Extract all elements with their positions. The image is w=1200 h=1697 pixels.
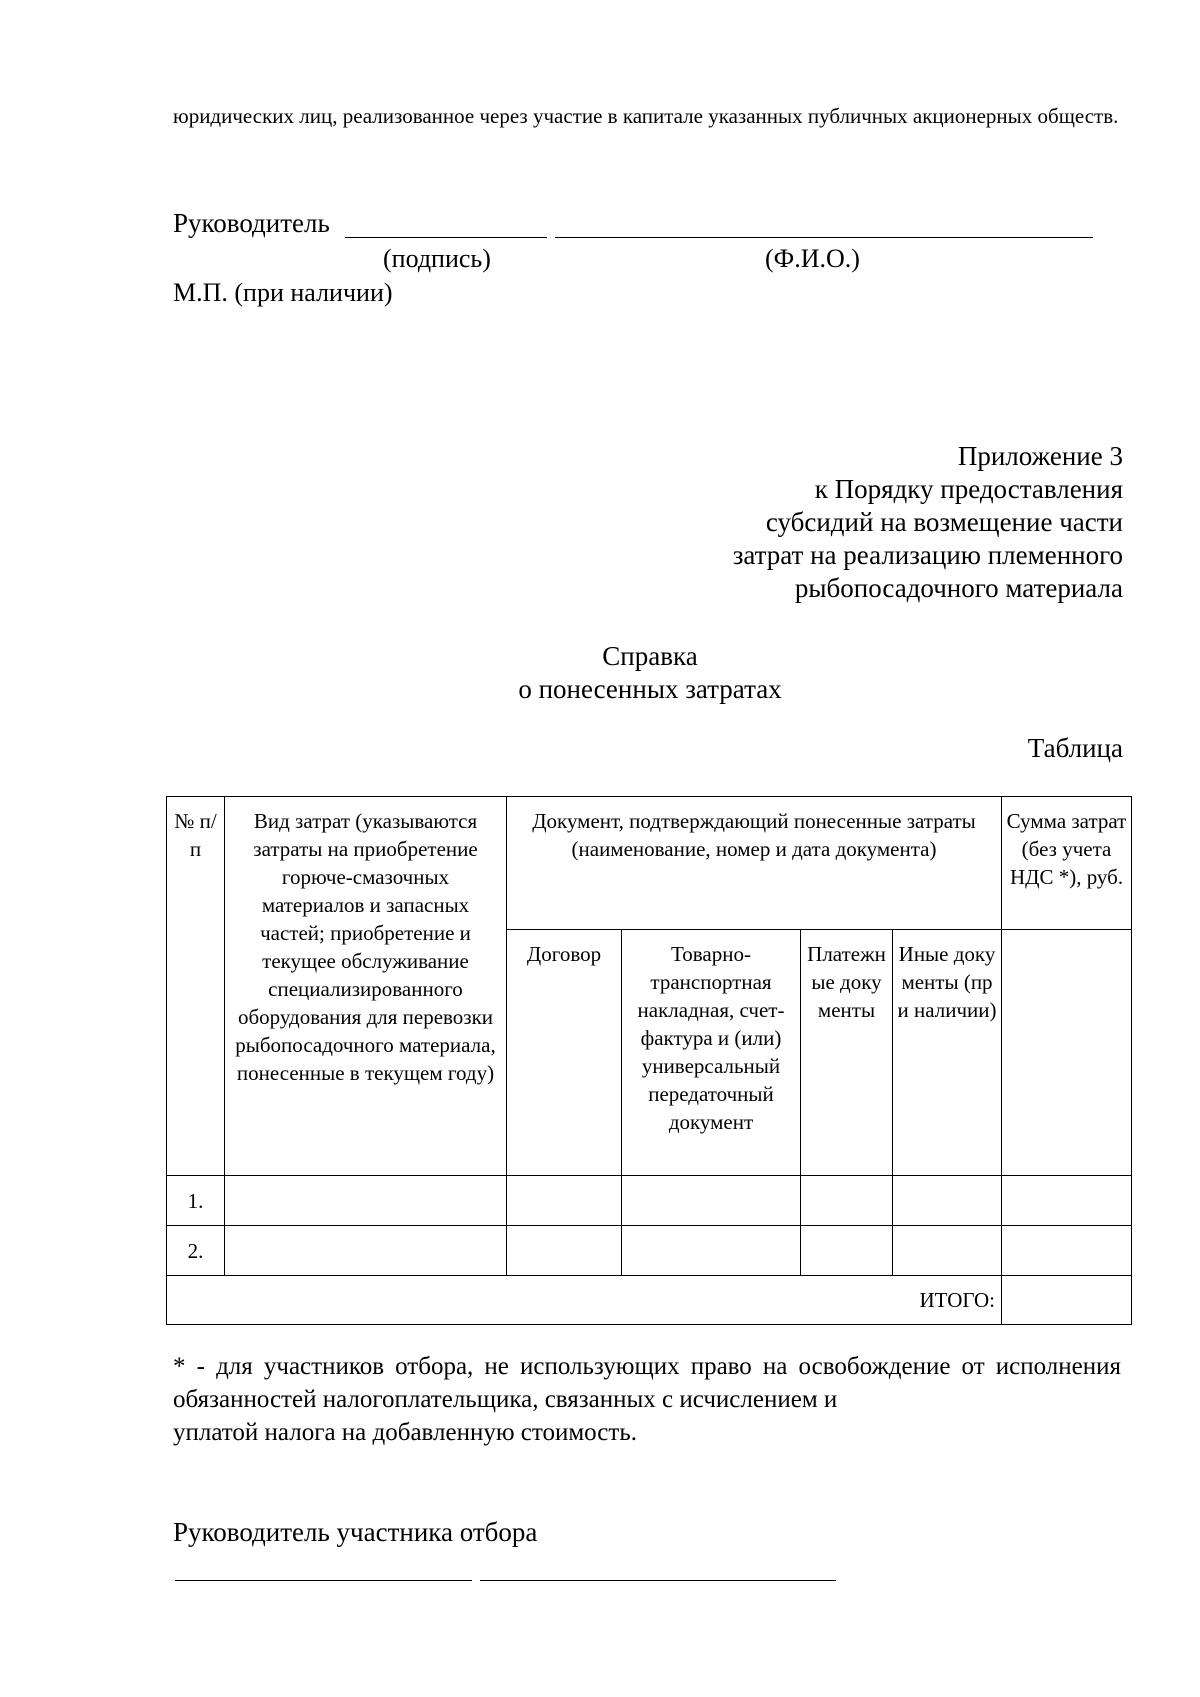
name-line: [555, 215, 1093, 238]
table-row: [167, 1226, 1132, 1276]
participant-name-line: [480, 1560, 836, 1581]
header-number: № п/п: [167, 797, 225, 1176]
appendix-header: [523, 440, 1123, 605]
subheader-amount-empty: [1002, 930, 1132, 1176]
other-docs-cell[interactable]: [893, 1176, 1002, 1226]
participant-signature-line: [175, 1560, 472, 1581]
payment-cell[interactable]: [801, 1176, 893, 1226]
payment-cell[interactable]: [801, 1226, 893, 1276]
header-amount: Сумма затрат (без учета НДС *), руб.: [1002, 797, 1132, 930]
appendix-line: рыбопосадочного материала: [794, 573, 1123, 603]
participant-head-label: Руководитель участника отбора: [173, 1517, 538, 1547]
subheader-payment-documents: Платежные документы: [801, 930, 893, 1176]
signature-caption: (подпись): [383, 244, 491, 273]
stamp-note: М.П. (при наличии): [173, 278, 393, 307]
subheader-contract: Договор: [507, 930, 622, 1176]
waybill-cell[interactable]: [622, 1226, 801, 1276]
row-number: 2.: [167, 1226, 225, 1276]
costs-table: [166, 796, 1132, 1325]
document-title: Справка: [602, 641, 698, 671]
header-cost-type: Вид затрат (указываются затраты на приобретение горюче-смазочных материалов и запасных частей; приобретение и текущее обслуживание специализированного оборудования для перевозки рыбопосадочного материала, понесенные в текущем году): [225, 797, 507, 1176]
table-label: Таблица: [1027, 733, 1123, 763]
appendix-line: к Порядку предоставления: [814, 474, 1123, 504]
document-subtitle: о понесенных затратах: [518, 674, 782, 704]
signature-label: Руководитель: [173, 208, 330, 238]
appendix-line: субсидий на возмещение части: [765, 507, 1123, 537]
appendix-line: затрат на реализацию племенного: [732, 540, 1123, 570]
name-caption: (Ф.И.О.): [765, 244, 860, 273]
subheader-waybill: Товарно-транспортная накладная, счет-фактура и (или) универсальный передаточный документ: [622, 930, 801, 1176]
appendix-line: Приложение 3: [957, 441, 1123, 471]
footnote-line: уплатой налога на добавленную стоимость.: [173, 1419, 637, 1446]
continuation-paragraph: юридических лиц, реализованное через участие в капитале указанных публичных акционерных обществ.: [173, 104, 1119, 128]
amount-cell[interactable]: [1002, 1176, 1132, 1226]
total-amount-cell[interactable]: [1002, 1276, 1132, 1325]
total-label: ИТОГО:: [167, 1276, 1002, 1325]
contract-cell[interactable]: [507, 1176, 622, 1226]
footnote-line: * - для участников отбора, не использующих право на освобождение от исполнения обязанностей налогоплательщика, связанных с исчислением и: [173, 1353, 1121, 1413]
row-number: 1.: [167, 1176, 225, 1226]
signature-line: [345, 215, 547, 238]
waybill-cell[interactable]: [622, 1176, 801, 1226]
cost-type-cell[interactable]: [225, 1176, 507, 1226]
other-docs-cell[interactable]: [893, 1226, 1002, 1276]
header-document: Документ, подтверждающий понесенные затраты (наименование, номер и дата документа): [507, 797, 1002, 930]
contract-cell[interactable]: [507, 1226, 622, 1276]
table-row: [167, 1176, 1132, 1226]
total-row: [167, 1276, 1132, 1325]
subheader-other-documents: Иные документы (при наличии): [893, 930, 1002, 1176]
amount-cell[interactable]: [1002, 1226, 1132, 1276]
footnote: [173, 1350, 1121, 1449]
cost-type-cell[interactable]: [225, 1226, 507, 1276]
